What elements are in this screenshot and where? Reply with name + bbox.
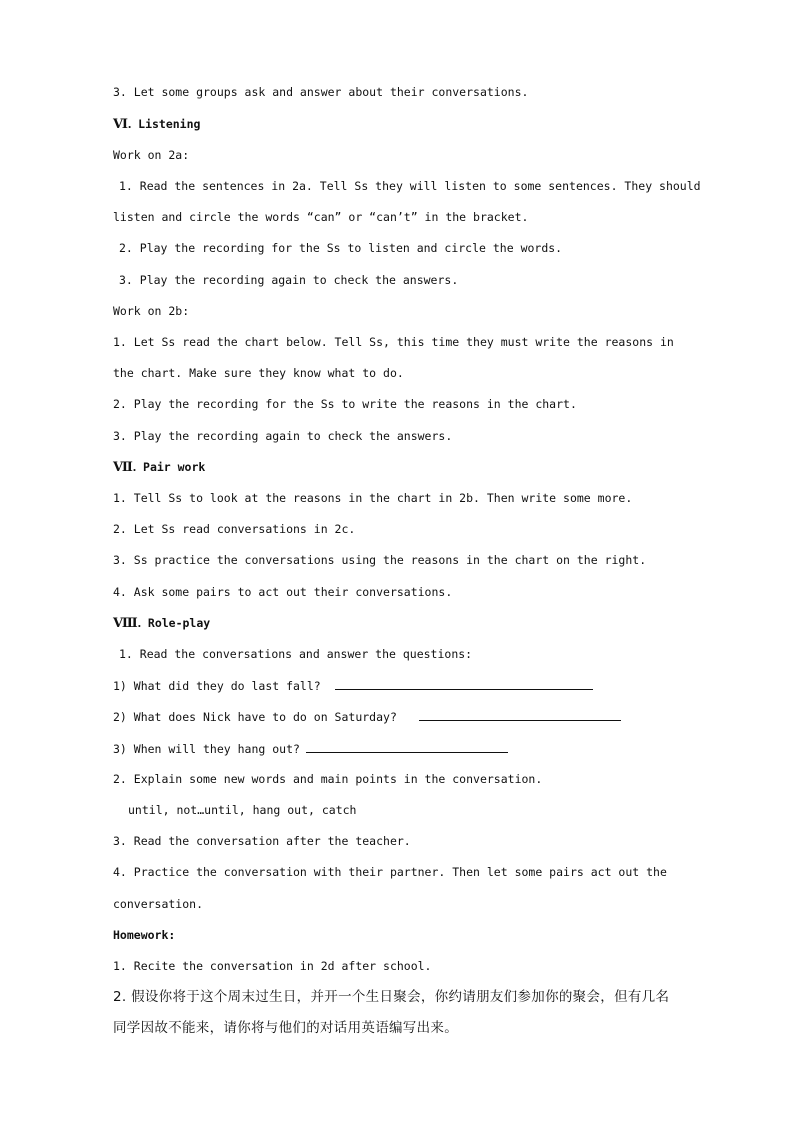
section6-numeral: Ⅵ. bbox=[113, 116, 132, 131]
pair-work-item: 4. Ask some pairs to act out their conversations. bbox=[113, 585, 453, 599]
question-1 bbox=[113, 677, 593, 694]
role-play-item3: 3. Read the conversation after the teacher. bbox=[113, 834, 411, 848]
role-play-intro: 1. Read the conversations and answer the questions: bbox=[119, 647, 473, 661]
work-2b-label: Work on 2b: bbox=[113, 304, 190, 318]
work-2a-item: 1. Read the sentences in 2a. Tell Ss they will listen to some sentences. They should bbox=[119, 179, 701, 193]
pair-work-item: 1. Tell Ss to look at the reasons in the chart in 2b. Then write some more. bbox=[113, 491, 633, 505]
work-2a-label: Work on 2a: bbox=[113, 148, 190, 162]
work-2a-item: 2. Play the recording for the Ss to listen and circle the words. bbox=[119, 241, 563, 255]
answer-blank-1 bbox=[335, 677, 593, 690]
question-1-text: 1) What did they do last fall? bbox=[113, 679, 321, 693]
question-2 bbox=[113, 708, 621, 725]
section6-title: Listening bbox=[138, 117, 201, 131]
role-play-item4-cont: conversation. bbox=[113, 897, 204, 911]
pair-work-item: 3. Ss practice the conversations using the reasons in the chart on the right. bbox=[113, 553, 647, 567]
question-2-text: 2) What does Nick have to do on Saturday? bbox=[113, 710, 397, 724]
homework-title: Homework: bbox=[113, 928, 176, 942]
role-play-words: until, not…until, hang out, catch bbox=[128, 803, 357, 817]
answer-blank-2 bbox=[419, 708, 621, 721]
section7-title: Pair work bbox=[143, 460, 206, 474]
role-play-item4: 4. Practice the conversation with their partner. Then let some pairs act out the bbox=[113, 865, 667, 879]
section8-numeral: Ⅷ. bbox=[113, 615, 141, 630]
section7-numeral: Ⅶ. bbox=[113, 459, 137, 474]
homework-item2: 2. 假设你将于这个周末过生日，并开一个生日聚会，你约请朋友们参加你的聚会，但有几名同学因故不能来，请你将与他们的对话用英语编写出来。 bbox=[113, 989, 670, 1036]
homework-item1: 1. Recite the conversation in 2d after school. bbox=[113, 959, 432, 973]
section5-item3: 3. Let some groups ask and answer about their conversations. bbox=[113, 85, 529, 99]
section7-heading bbox=[113, 459, 205, 475]
section8-title: Role-play bbox=[147, 616, 211, 630]
work-2a-item: listen and circle the words “can” or “can’t” in the bracket. bbox=[113, 210, 529, 224]
work-2b-item: 3. Play the recording again to check the answers. bbox=[113, 429, 453, 443]
role-play-item2: 2. Explain some new words and main points in the conversation. bbox=[113, 772, 543, 786]
work-2b-item: the chart. Make sure they know what to do. bbox=[113, 366, 404, 380]
question-3 bbox=[113, 740, 508, 757]
pair-work-item: 2. Let Ss read conversations in 2c. bbox=[113, 522, 356, 536]
question-3-text: 3) When will they hang out? bbox=[113, 742, 300, 756]
work-2b-item: 2. Play the recording for the Ss to write the reasons in the chart. bbox=[113, 397, 577, 411]
answer-blank-3 bbox=[306, 740, 508, 753]
work-2a-item: 3. Play the recording again to check the answers. bbox=[119, 273, 459, 287]
section6-heading bbox=[113, 116, 200, 132]
work-2b-item: 1. Let Ss read the chart below. Tell Ss, this time they must write the reasons in bbox=[113, 335, 674, 349]
section8-heading bbox=[113, 615, 210, 631]
